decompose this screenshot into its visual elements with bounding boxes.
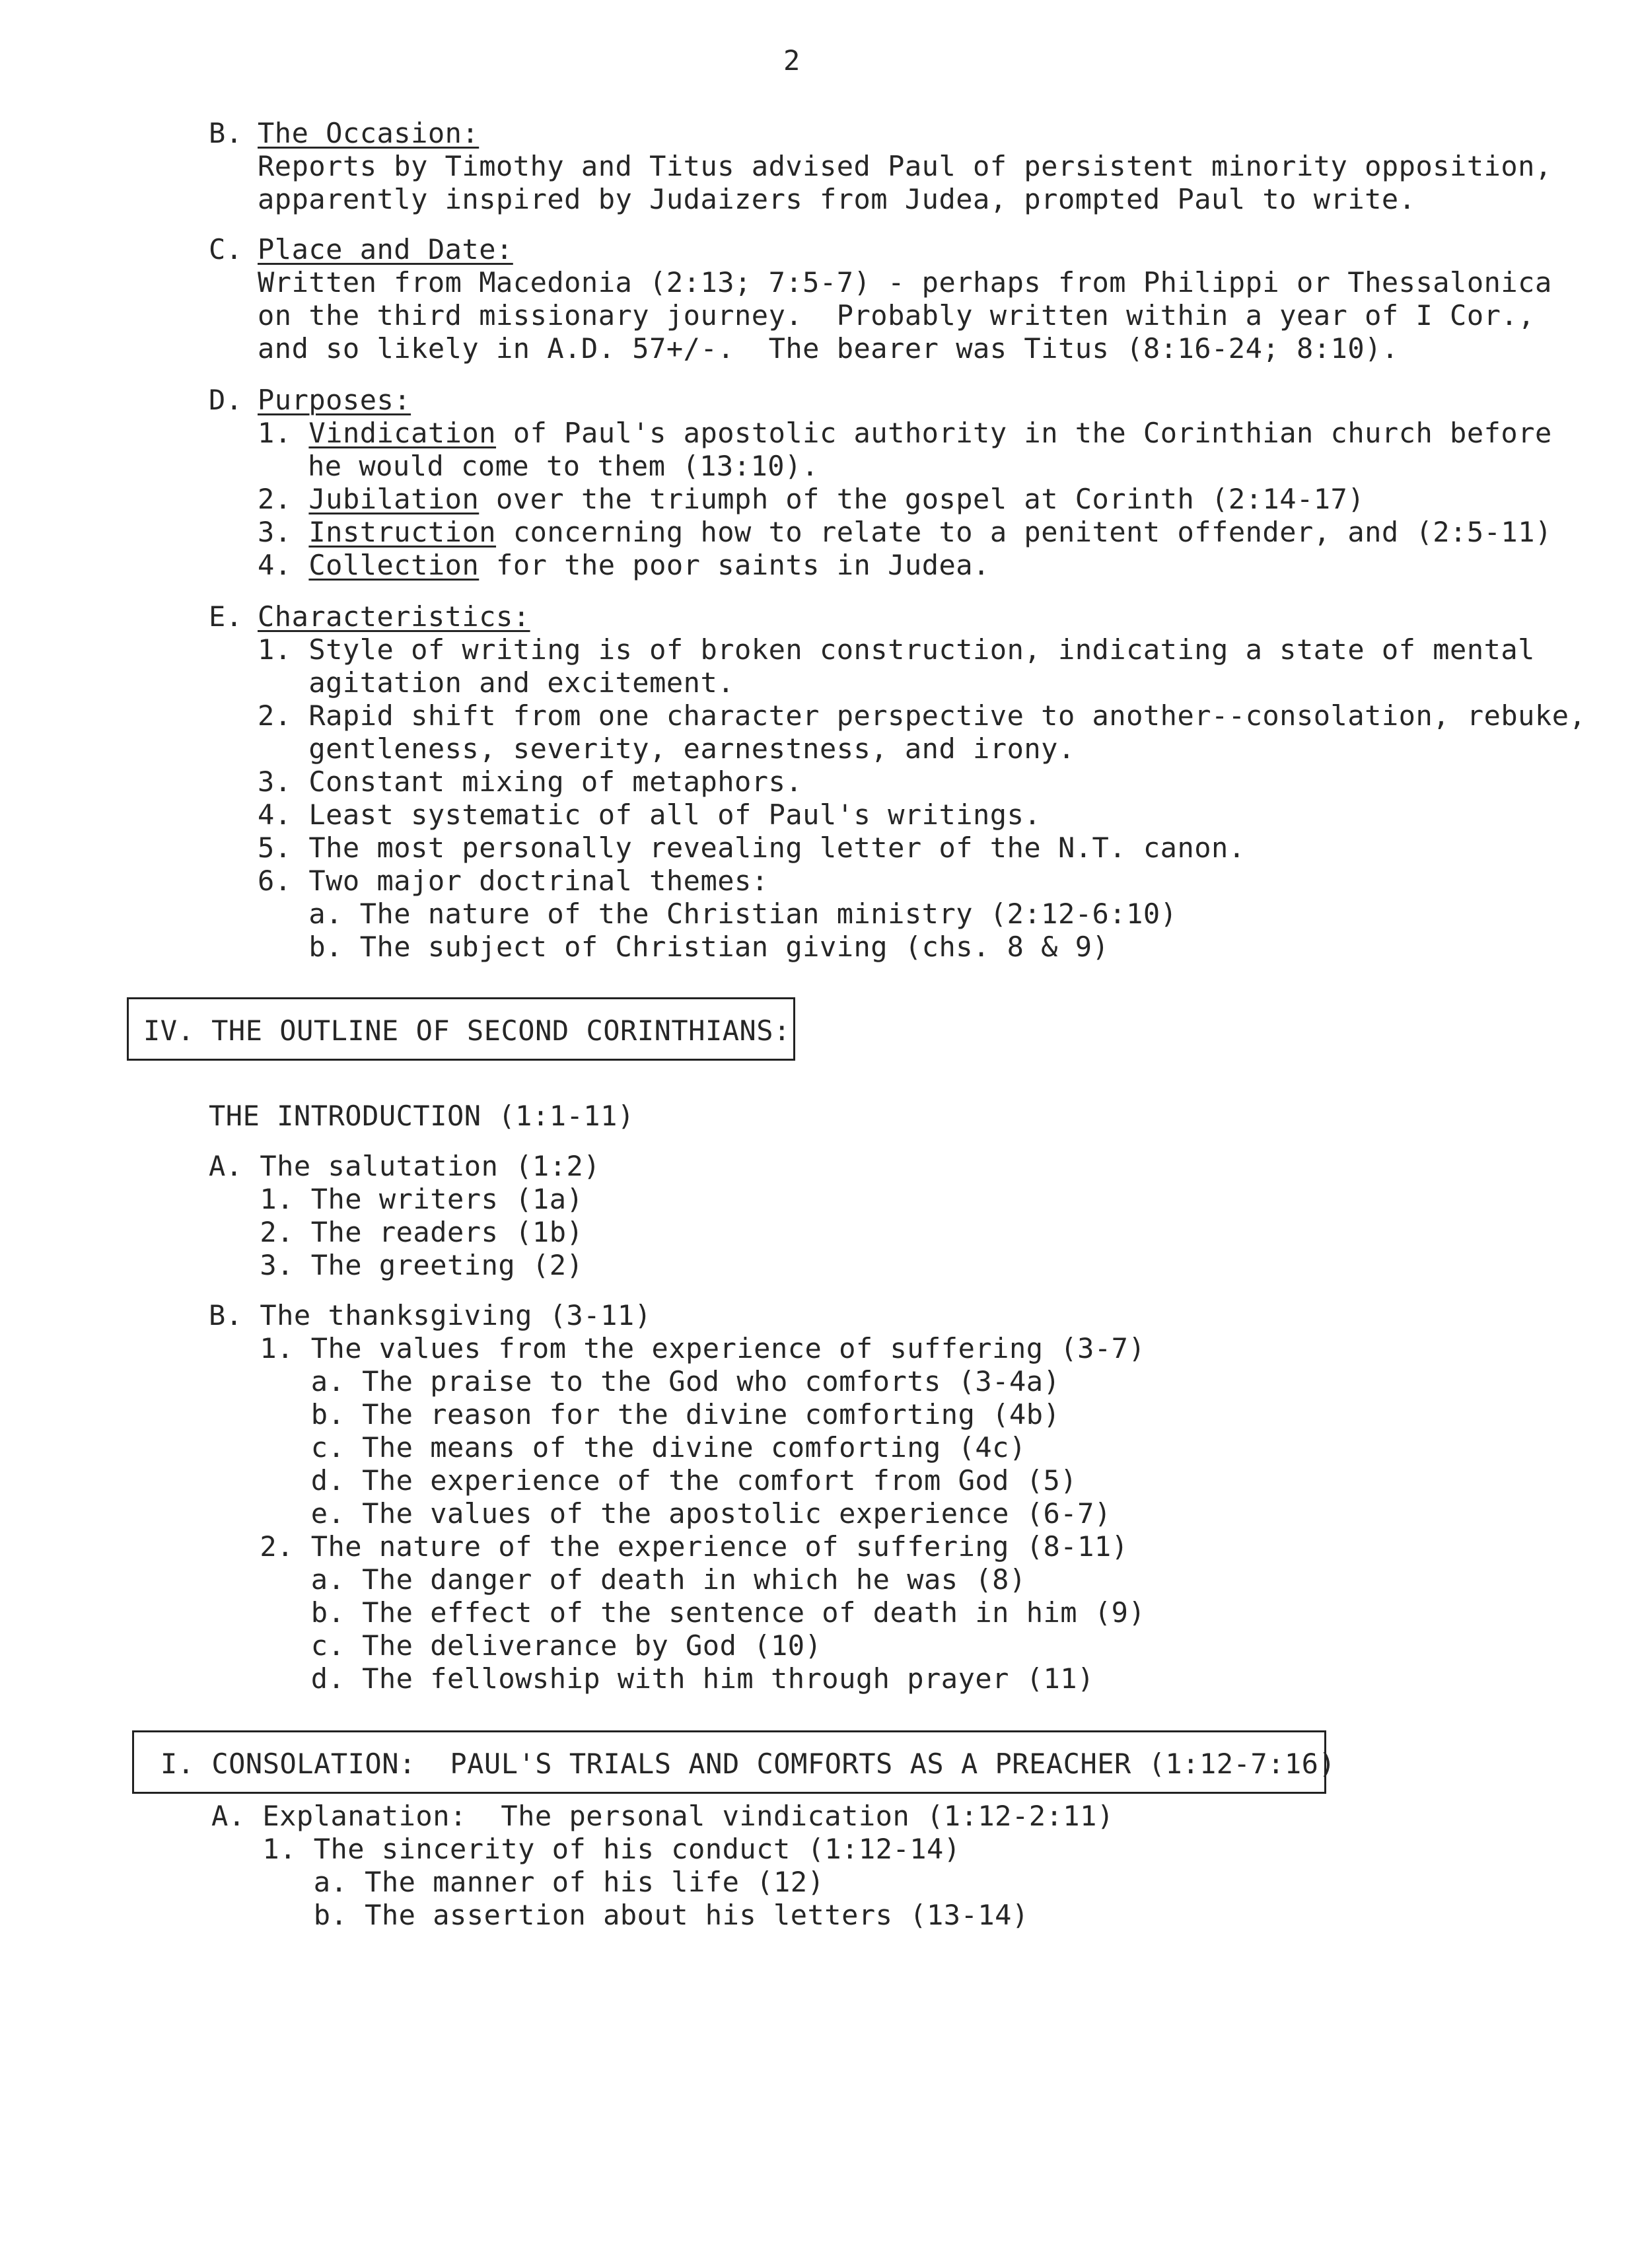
section-c-heading: Place and Date: xyxy=(258,233,513,266)
purpose-key: Collection xyxy=(308,549,480,581)
outline-line: 1. The sincerity of his conduct (1:12-14) xyxy=(211,1833,961,1865)
outline-line: a. The praise to the God who comforts (3-4a) xyxy=(209,1365,1061,1398)
section-i-title: I. CONSOLATION: PAUL'S TRIALS AND COMFORTS AS A PREACHER (1:12-7:16) xyxy=(160,1748,1336,1780)
characteristic-line: 3. Constant mixing of metaphors. xyxy=(258,765,803,798)
purpose-item xyxy=(258,416,1552,450)
section-b-heading: The Occasion: xyxy=(258,117,480,149)
outline-line: B. The thanksgiving (3-11) xyxy=(209,1299,652,1331)
outline-line: 1. The values from the experience of suffering (3-7) xyxy=(209,1332,1146,1364)
characteristic-line: 4. Least systematic of all of Paul's writings. xyxy=(258,798,1042,831)
outline-line: e. The values of the apostolic experience (6-7) xyxy=(209,1497,1112,1530)
section-c-line: on the third missionary journey. Probably written within a year of I Cor., xyxy=(258,299,1535,332)
outline-line: c. The deliverance by God (10) xyxy=(209,1629,822,1662)
purpose-item xyxy=(258,548,990,583)
outline-line: a. The manner of his life (12) xyxy=(211,1866,825,1898)
outline-line: 3. The greeting (2) xyxy=(209,1249,584,1281)
characteristic-line: 6. Two major doctrinal themes: xyxy=(258,865,769,897)
characteristic-line: agitation and excitement. xyxy=(258,666,735,699)
outline-line: d. The experience of the comfort from God (5) xyxy=(209,1464,1078,1497)
purpose-number: 1. xyxy=(258,417,292,449)
introduction-heading: THE INTRODUCTION (1:1-11) xyxy=(209,1100,635,1132)
section-c-line: Written from Macedonia (2:13; 7:5-7) - perhaps from Philippi or Thessalonica xyxy=(258,266,1552,299)
outline-line: 1. The writers (1a) xyxy=(209,1183,584,1215)
outline-line: c. The means of the divine comforting (4c) xyxy=(209,1431,1026,1464)
purpose-number: 2. xyxy=(258,483,292,515)
section-e-label: E. xyxy=(209,600,243,633)
purpose-item xyxy=(258,482,1365,516)
characteristic-line: 5. The most personally revealing letter of the N.T. canon. xyxy=(258,832,1246,864)
outline-line: b. The effect of the sentence of death in him (9) xyxy=(209,1596,1146,1629)
outline-line: b. The assertion about his letters (13-14) xyxy=(211,1899,1029,1931)
purpose-text: of Paul's apostolic authority in the Corinthian church before xyxy=(496,417,1552,449)
purpose-key: Instruction xyxy=(308,516,497,548)
purpose-item xyxy=(258,515,1552,549)
section-d-label: D. xyxy=(209,384,243,416)
section-e-heading: Characteristics: xyxy=(258,600,530,633)
characteristic-line: b. The subject of Christian giving (chs. 8 & 9) xyxy=(258,931,1110,963)
characteristic-line: gentleness, severity, earnestness, and irony. xyxy=(258,732,1075,765)
section-iv-title: IV. THE OUTLINE OF SECOND CORINTHIANS: xyxy=(143,1014,791,1047)
outline-line: a. The danger of death in which he was (8) xyxy=(209,1563,1026,1596)
purpose-key: Jubilation xyxy=(308,483,480,515)
outline-line: 2. The readers (1b) xyxy=(209,1216,584,1248)
purpose-item-continued: he would come to them (13:10). xyxy=(308,450,819,482)
characteristic-line: a. The nature of the Christian ministry (2:12-6:10) xyxy=(258,898,1178,930)
outline-line: d. The fellowship with him through prayer (11) xyxy=(209,1662,1094,1695)
outline-line: 2. The nature of the experience of suffering (8-11) xyxy=(209,1530,1129,1563)
section-iv-box xyxy=(127,997,795,1061)
purpose-number: 4. xyxy=(258,549,292,581)
section-c-label: C. xyxy=(209,233,243,266)
section-c-line: and so likely in A.D. 57+/-. The bearer was Titus (8:16-24; 8:10). xyxy=(258,332,1399,365)
section-d-heading: Purposes: xyxy=(258,384,411,416)
page-number: 2 xyxy=(783,44,801,77)
characteristic-line: 2. Rapid shift from one character perspective to another--consolation, rebuke, xyxy=(258,699,1586,732)
characteristic-line: 1. Style of writing is of broken construction, indicating a state of mental xyxy=(258,633,1535,666)
outline-line: A. The salutation (1:2) xyxy=(209,1150,601,1182)
purpose-number: 3. xyxy=(258,516,292,548)
purpose-key: Vindication xyxy=(308,417,497,449)
purpose-text: over the triumph of the gospel at Corinth (2:14-17) xyxy=(479,483,1365,515)
section-i-box xyxy=(132,1730,1336,1794)
outline-line: b. The reason for the divine comforting (4b) xyxy=(209,1398,1061,1431)
section-b-label: B. xyxy=(209,117,243,149)
purpose-text: concerning how to relate to a penitent offender, and (2:5-11) xyxy=(496,516,1552,548)
purpose-text: for the poor saints in Judea. xyxy=(479,549,990,581)
section-b-line: Reports by Timothy and Titus advised Paul of persistent minority opposition, xyxy=(258,150,1552,182)
section-b-line: apparently inspired by Judaizers from Judea, prompted Paul to write. xyxy=(258,183,1416,215)
outline-line: A. Explanation: The personal vindication (1:12-2:11) xyxy=(211,1800,1114,1832)
